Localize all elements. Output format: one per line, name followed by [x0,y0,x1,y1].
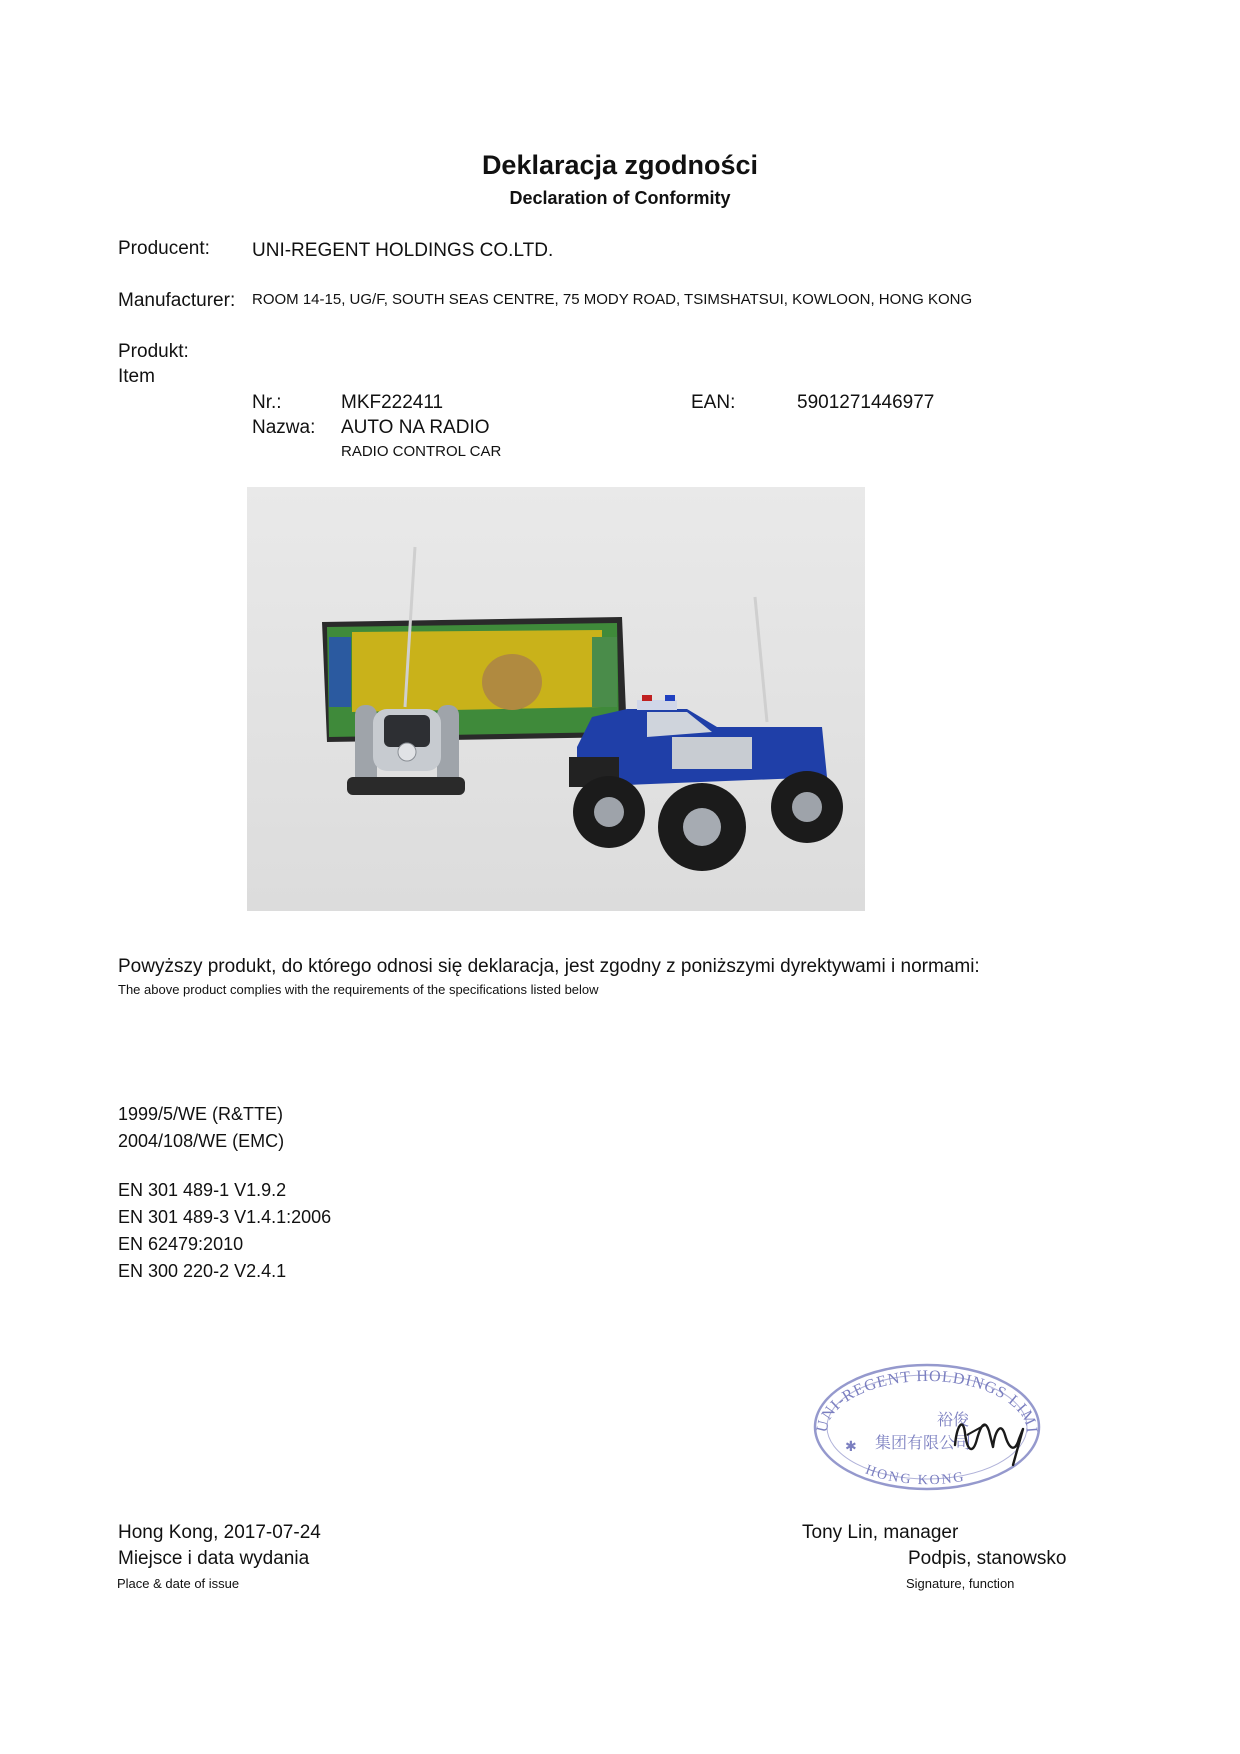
directive-item: 1999/5/WE (R&TTE) [118,1104,284,1124]
standard-item: EN 301 489-1 V1.9.2 [118,1180,287,1200]
ean-label: EAN: [691,392,736,413]
standard-item: EN 62479:2010 [118,1234,244,1254]
stamp-chinese-2: 集团有限公司 [875,1433,972,1452]
signatory-label-pl: Podpis, stanowsko [908,1548,1067,1569]
standard-item: EN 300 220-2 V2.4.1 [118,1261,287,1281]
issue-label-en: Place & date of issue [117,1576,240,1591]
name-label: Nazwa: [252,417,316,438]
document-title: Deklaracja zgodności [481,150,759,180]
issue-place-date: Hong Kong, 2017-07-24 [118,1522,321,1543]
manufacturer-address: ROOM 14-15, UG/F, SOUTH SEAS CENTRE, 75 MODY ROAD, TSIMSHATSUI, KOWLOON, HONG KONG [252,291,973,308]
producer-name: UNI-REGENT HOLDINGS CO.LTD. [252,240,554,261]
stamp-chinese-1: 裕俊 [937,1410,970,1429]
product-name-pl: AUTO NA RADIO [341,417,490,438]
remote-control [347,705,465,795]
manufacturer-label: Manufacturer: [118,290,236,311]
signatory-label-en: Signature, function [906,1576,1015,1591]
compliance-text-en: The above product complies with the requirements of the specifications listed below [118,982,599,997]
producer-label: Producent: [118,238,210,259]
product-label: Produkt: [118,341,189,362]
document-subtitle: Declaration of Conformity [509,188,731,208]
compliance-text-pl: Powyższy produkt, do którego odnosi się deklaracja, jest zgodny z poniższymi dyrektywami i normami: [118,956,980,977]
product-photo-illustration [247,487,865,911]
nr-label: Nr.: [252,392,282,413]
issue-label-pl: Miejsce i data wydania [118,1548,310,1569]
ean-value: 5901271446977 [797,392,935,413]
svg-text:UNI-REGENT HOLDINGS LIMITED [805,1355,1040,1434]
item-label: Item [118,366,155,387]
stamp-arc-top: UNI-REGENT HOLDINGS LIMI [813,1367,1041,1435]
stamp-arc-bottom: HONG KONG [863,1462,967,1489]
company-stamp [805,1355,1050,1495]
directive-item: 2004/108/WE (EMC) [118,1131,285,1151]
stamp-graphic [805,1355,1050,1495]
signatory-name: Tony Lin, manager [802,1522,959,1543]
stamp-star-icon: ✱ [845,1438,857,1454]
standard-item: EN 301 489-3 V1.4.1:2006 [118,1207,332,1227]
product-photo [247,487,865,911]
nr-value: MKF222411 [341,392,444,413]
product-name-en: RADIO CONTROL CAR [341,443,502,460]
